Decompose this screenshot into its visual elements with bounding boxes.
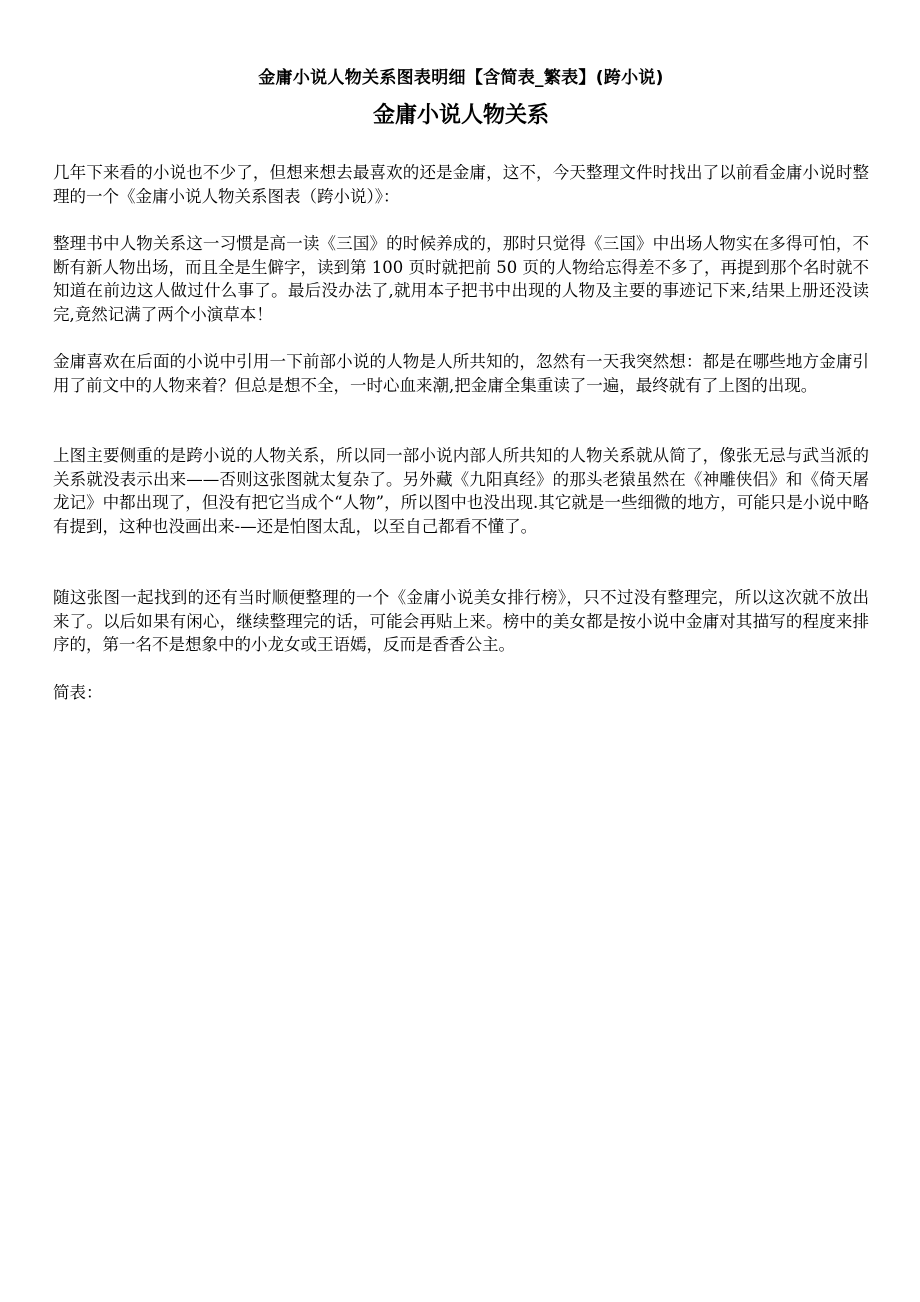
document-heading: 金庸小说人物关系: [372, 103, 549, 128]
paragraph-intro: 几年下来看的小说也不少了，但想来想去最喜欢的还是金庸，这不，今天整理文件时找出了以前看金庸小说时整理的一个《金庸小说人物关系图表（跨小说）》：: [53, 163, 869, 206]
document-title: 金庸小说人物关系图表明细【含简表_繁表】(跨小说): [258, 68, 664, 88]
paragraph-cross-novel: 上图主要侧重的是跨小说的人物关系，所以同一部小说内部人所共知的人物关系就从简了，像张无忌与武当派的关系就没表示出来——否则这张图就太复杂了。另外藏《九阳真经》的那头老猿虽然在《神雕侠侣》和《倚天屠龙记》中都出现了，但没有把它当成个“人物”，所以图中也没出现.其它就是一些细微的地方，可能只是小说中略有提到，这种也没画出来-—还是怕图太乱，以至自己都看不懂了。: [53, 446, 869, 536]
paragraph-beauty-ranking: 随这张图一起找到的还有当时顺便整理的一个《金庸小说美女排行榜》，只不过没有整理完，所以这次就不放出来了。以后如果有闲心，继续整理完的话，可能会再贴上来。榜中的美女都是按小说中金庸对其描写的程度来排序的，第一名不是想象中的小龙女或王语嫣，反而是香香公主。: [53, 588, 869, 654]
paragraph-references: 金庸喜欢在后面的小说中引用一下前部小说的人物是人所共知的，忽然有一天我突然想：都是在哪些地方金庸引用了前文中的人物来着？但总是想不全，一时心血来潮,把金庸全集重读了一遍，最终就有了上图的出现。: [53, 352, 869, 395]
paragraph-simple-table-label: 简表：: [53, 683, 103, 702]
paragraph-habit: 整理书中人物关系这一习惯是高一读《三国》的时候养成的，那时只觉得《三国》中出场人物实在多得可怕，不断有新人物出场，而且全是生僻字，读到第 100 页时就把前 50 页的人物给忘得差不多了，再提到那个名时就不知道在前边这人做过什么事了。最后没办法了,就用本子把书中出现的人物及主要的事迹记下来,结果上册还没读完,竟然记满了两个小演草本！: [53, 234, 869, 324]
